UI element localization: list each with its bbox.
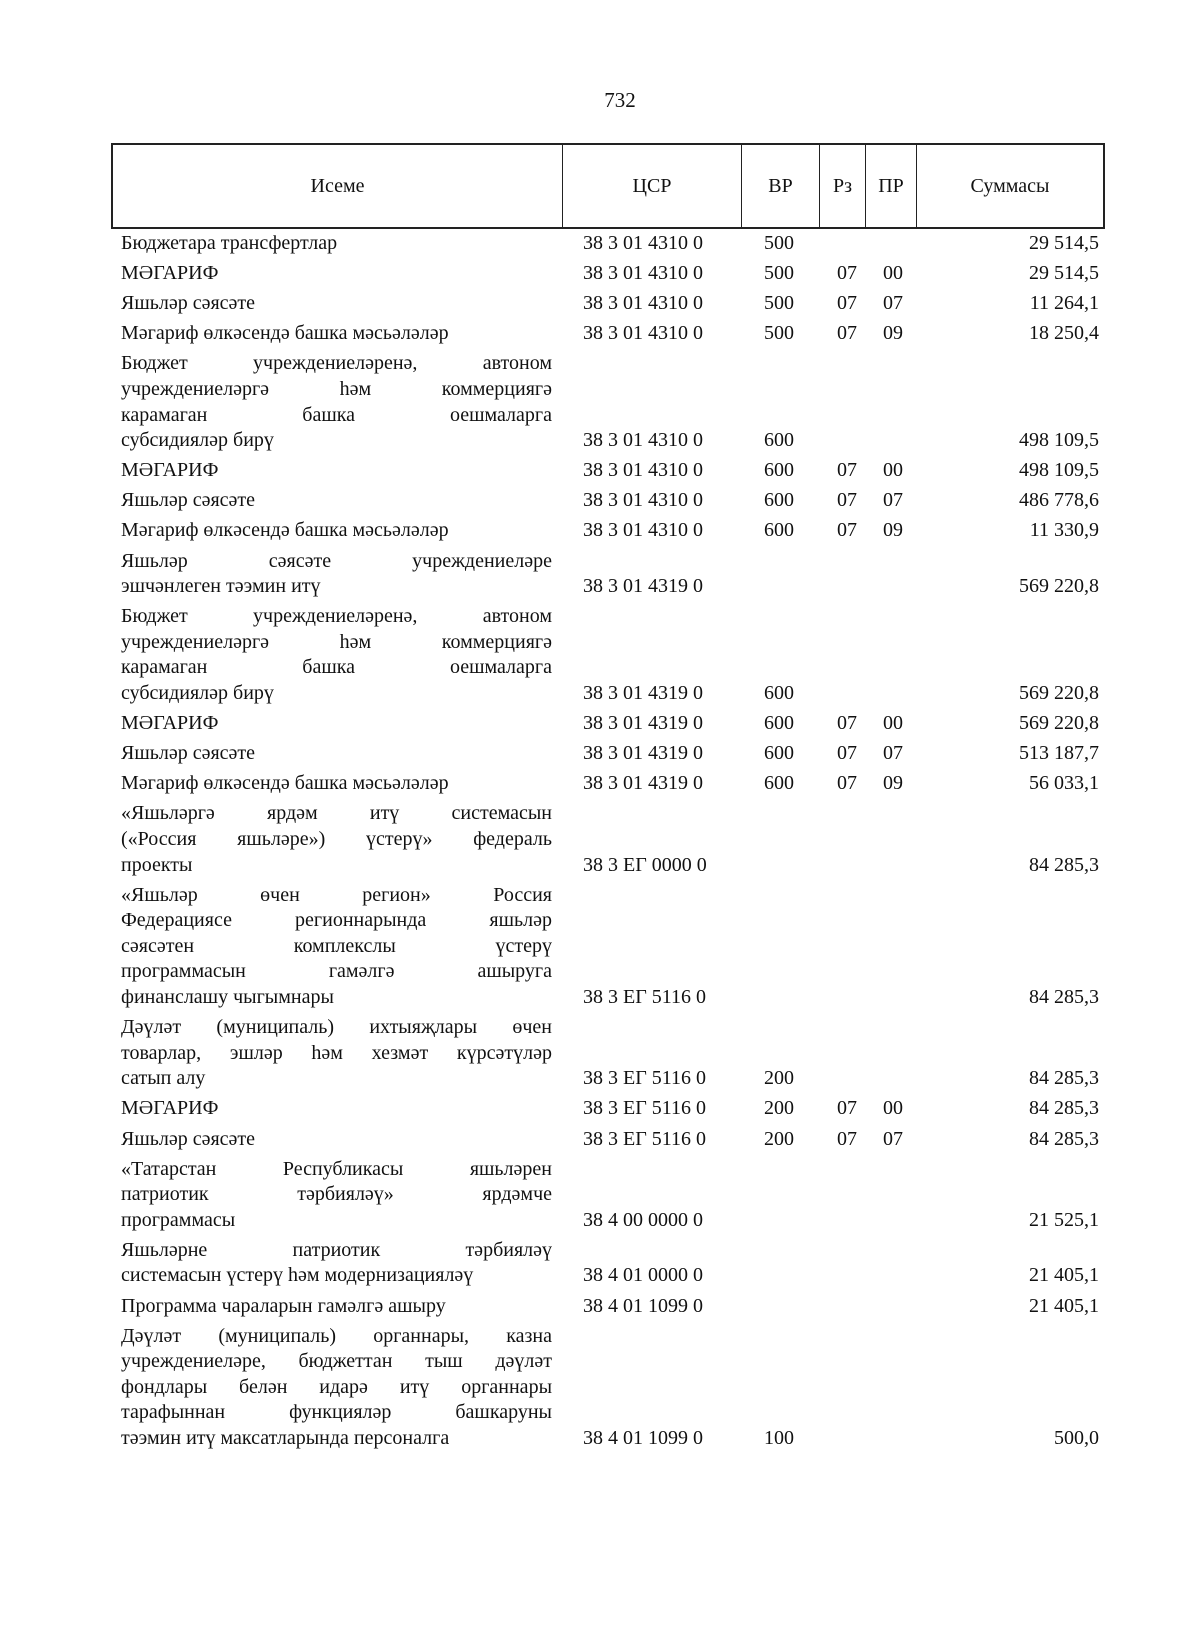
row-vr: 200 — [764, 1127, 794, 1150]
row-sum: 569 220,8 — [1019, 682, 1099, 704]
row-name — [121, 1157, 552, 1234]
row-sum: 11 330,9 — [1029, 519, 1099, 542]
row-csr: 38 3 ЕГ 5116 0 — [583, 1127, 707, 1150]
row-sum: 29 514,5 — [1029, 262, 1099, 285]
row-name-line: учреждениеләргә һәм коммерциягә — [121, 630, 552, 653]
row-name-line: сәясәтен комплекслы үстерү — [121, 934, 552, 957]
row-name — [121, 1324, 552, 1452]
row-name-line: эшчәнлеген тәэмин итү — [121, 575, 321, 598]
row-vr: 500 — [764, 262, 794, 285]
table-header — [111, 143, 1105, 229]
row-sum: 486 778,6 — [1019, 489, 1099, 512]
row-csr: 38 3 01 4319 0 — [583, 575, 703, 598]
row-vr: 600 — [764, 712, 794, 735]
row-name — [121, 1127, 552, 1153]
row-vr: 600 — [764, 772, 794, 795]
row-vr: 200 — [764, 1097, 794, 1120]
row-name-line: Яшьләр сәясәте — [121, 489, 256, 512]
row-csr: 38 3 ЕГ 0000 0 — [583, 853, 707, 876]
table-row — [121, 771, 1099, 797]
table-row — [121, 711, 1099, 737]
row-csr: 38 4 01 0000 0 — [583, 1264, 703, 1287]
row-vr: 200 — [764, 1067, 794, 1090]
row-sum: 569 220,8 — [1019, 575, 1099, 598]
row-name-line: финанслашу чыгымнары — [121, 986, 334, 1009]
row-sum: 84 285,3 — [1029, 1067, 1099, 1090]
table-row — [121, 1157, 1099, 1234]
header-pr: ПР — [866, 145, 917, 227]
row-rz: 07 — [837, 459, 857, 482]
row-name — [121, 291, 552, 317]
row-pr: 00 — [883, 262, 903, 285]
row-pr: 07 — [883, 1127, 903, 1150]
row-name-line: программасын гамәлгә ашыруга — [121, 960, 552, 983]
header-name: Исеме — [113, 145, 563, 227]
row-name-line: Бюджет учреждениеләренә, автоном — [121, 605, 552, 628]
row-csr: 38 3 01 4310 0 — [583, 322, 703, 345]
row-rz: 07 — [837, 772, 857, 795]
table-row — [121, 291, 1099, 317]
row-csr: 38 3 01 4310 0 — [583, 292, 703, 315]
row-rz: 07 — [837, 1097, 857, 1120]
table-row — [121, 518, 1099, 544]
row-rz: 07 — [837, 489, 857, 512]
row-csr: 38 4 01 1099 0 — [583, 1427, 703, 1450]
row-sum: 500,0 — [1054, 1427, 1099, 1450]
row-vr: 600 — [764, 519, 794, 542]
row-rz: 07 — [837, 712, 857, 735]
table-body — [121, 231, 1099, 1456]
row-pr: 07 — [883, 742, 903, 765]
row-pr: 09 — [883, 322, 903, 345]
row-name-line: Яшьләрне патриотик тәрбияләү — [121, 1238, 552, 1261]
table-row — [121, 488, 1099, 514]
row-name-line: Дәүләт (муниципаль) ихтыяҗлары өчен — [121, 1016, 552, 1039]
row-name — [121, 518, 552, 544]
row-name-line: «Яшьләргә ярдәм итү системасын — [121, 802, 552, 825]
row-name — [121, 231, 552, 257]
row-vr: 600 — [764, 742, 794, 765]
row-name-line: Яшьләр сәясәте — [121, 292, 256, 315]
row-name-line: проекты — [121, 853, 193, 876]
table-row — [121, 1324, 1099, 1452]
row-pr: 09 — [883, 519, 903, 542]
row-name — [121, 549, 552, 600]
row-name — [121, 741, 552, 767]
row-sum: 29 514,5 — [1029, 232, 1099, 254]
table-row — [121, 1127, 1099, 1153]
table-row — [121, 458, 1099, 484]
table-row — [121, 351, 1099, 453]
row-name-line: Бюджетара трансфертлар — [121, 232, 338, 254]
row-vr: 500 — [764, 232, 794, 254]
row-name-line: МӘГАРИФ — [121, 459, 219, 482]
header-csr: ЦСР — [563, 145, 742, 227]
row-name-line: Яшьләр сәясәте — [121, 1127, 256, 1150]
row-name-line: («Россия яшьләре») үстерү» федераль — [121, 827, 552, 850]
row-name-line: «Яшьләр өчен регион» Россия — [121, 883, 552, 906]
row-name-line: Дәүләт (муниципаль) органнары, казна — [121, 1324, 552, 1347]
row-name-line: МӘГАРИФ — [121, 712, 219, 735]
row-csr: 38 3 01 4310 0 — [583, 429, 703, 452]
table-row — [121, 604, 1099, 706]
row-name — [121, 883, 552, 1011]
row-name — [121, 488, 552, 514]
row-name — [121, 351, 552, 453]
row-csr: 38 3 01 4310 0 — [583, 262, 703, 285]
row-name-line: Бюджет учреждениеләренә, автоном — [121, 352, 552, 375]
row-rz: 07 — [837, 262, 857, 285]
table-row — [121, 231, 1099, 257]
row-sum: 84 285,3 — [1029, 986, 1099, 1009]
row-csr: 38 3 01 4319 0 — [583, 712, 703, 735]
row-name-line: Яшьләр сәясәте — [121, 742, 256, 765]
table-row — [121, 1238, 1099, 1289]
row-name-line: сатып алу — [121, 1067, 206, 1090]
row-csr: 38 3 01 4310 0 — [583, 489, 703, 512]
row-name — [121, 1238, 552, 1289]
row-name — [121, 458, 552, 484]
row-vr: 600 — [764, 459, 794, 482]
row-name-line: субсидияләр бирү — [121, 429, 274, 452]
row-vr: 600 — [764, 489, 794, 512]
row-csr: 38 3 01 4319 0 — [583, 772, 703, 795]
row-pr: 00 — [883, 459, 903, 482]
row-name — [121, 261, 552, 287]
row-rz: 07 — [837, 1127, 857, 1150]
row-csr: 38 3 01 4319 0 — [583, 682, 703, 704]
row-name — [121, 771, 552, 797]
table-row — [121, 741, 1099, 767]
row-vr: 500 — [764, 292, 794, 315]
row-pr: 07 — [883, 489, 903, 512]
row-name-line: карамаган башка оешмаларга — [121, 656, 552, 679]
header-vr: ВР — [742, 145, 820, 227]
row-name-line: субсидияләр бирү — [121, 682, 274, 704]
row-name-line: тәэмин итү максатларында персоналга — [121, 1427, 450, 1450]
row-name-line: «Татарстан Республикасы яшьләрен — [121, 1157, 552, 1180]
row-sum: 569 220,8 — [1019, 712, 1099, 735]
row-sum: 84 285,3 — [1029, 1097, 1099, 1120]
table-row — [121, 1294, 1099, 1320]
row-name-line: системасын үстерү һәм модернизацияләү — [121, 1264, 474, 1287]
row-pr: 07 — [883, 292, 903, 315]
row-sum: 84 285,3 — [1029, 853, 1099, 876]
row-rz: 07 — [837, 742, 857, 765]
row-csr: 38 3 01 4319 0 — [583, 742, 703, 765]
table-row — [121, 549, 1099, 600]
row-rz: 07 — [837, 322, 857, 345]
row-csr: 38 3 01 4310 0 — [583, 232, 703, 254]
row-name — [121, 1096, 552, 1122]
header-sum: Суммасы — [970, 174, 1050, 197]
row-name-line: фондлары белән идарә итү органнары — [121, 1375, 552, 1398]
row-csr: 38 3 ЕГ 5116 0 — [583, 1097, 707, 1120]
row-vr: 500 — [764, 322, 794, 345]
row-name-line: Мәгариф өлкәсендә башка мәсьәләләр — [121, 519, 449, 542]
row-name-line: Программа чараларын гамәлгә ашыру — [121, 1294, 446, 1317]
row-rz: 07 — [837, 292, 857, 315]
page-number: 732 — [604, 88, 636, 112]
row-name-line: Мәгариф өлкәсендә башка мәсьәләләр — [121, 772, 449, 795]
row-sum: 21 525,1 — [1029, 1208, 1099, 1231]
row-vr: 600 — [764, 429, 794, 452]
row-vr: 100 — [764, 1427, 794, 1450]
row-name-line: карамаган башка оешмаларга — [121, 403, 552, 426]
row-name-line: МӘГАРИФ — [121, 1097, 219, 1120]
row-sum: 498 109,5 — [1019, 429, 1099, 452]
table-row — [121, 883, 1099, 1011]
row-name-line: Яшьләр сәясәте учреждениеләре — [121, 549, 552, 572]
row-name-line: патриотик тәрбияләү» ярдәмче — [121, 1183, 552, 1206]
row-sum: 513 187,7 — [1019, 742, 1099, 765]
row-name-line: Мәгариф өлкәсендә башка мәсьәләләр — [121, 322, 449, 345]
row-csr: 38 4 00 0000 0 — [583, 1208, 703, 1231]
row-name — [121, 604, 552, 706]
row-rz: 07 — [837, 519, 857, 542]
table-row — [121, 1096, 1099, 1122]
row-csr: 38 3 01 4310 0 — [583, 459, 703, 482]
row-name-line: программасы — [121, 1208, 236, 1231]
table-row — [121, 1015, 1099, 1092]
row-csr: 38 4 01 1099 0 — [583, 1294, 703, 1317]
row-pr: 09 — [883, 772, 903, 795]
row-sum: 84 285,3 — [1029, 1127, 1099, 1150]
row-pr: 00 — [883, 1097, 903, 1120]
row-csr: 38 3 01 4310 0 — [583, 519, 703, 542]
table-row — [121, 801, 1099, 878]
row-sum: 498 109,5 — [1019, 459, 1099, 482]
row-name-line: МӘГАРИФ — [121, 262, 219, 285]
row-name — [121, 801, 552, 878]
header-rz: Рз — [820, 145, 866, 227]
row-pr: 00 — [883, 712, 903, 735]
row-name-line: учреждениеләре, бюджеттан тыш дәүләт — [121, 1350, 552, 1373]
table-row — [121, 321, 1099, 347]
row-name — [121, 1015, 552, 1092]
row-sum: 21 405,1 — [1029, 1294, 1099, 1317]
row-sum: 11 264,1 — [1029, 292, 1099, 315]
row-name-line: тарафыннан функцияләр башкаруны — [121, 1401, 552, 1424]
row-vr: 600 — [764, 682, 794, 704]
row-name-line: учреждениеләргә һәм коммерциягә — [121, 377, 552, 400]
row-sum: 18 250,4 — [1029, 322, 1099, 345]
table-row — [121, 261, 1099, 287]
row-name — [121, 1294, 552, 1320]
row-name — [121, 711, 552, 737]
row-name — [121, 321, 552, 347]
row-csr: 38 3 ЕГ 5116 0 — [583, 1067, 707, 1090]
row-sum: 56 033,1 — [1029, 772, 1099, 795]
row-name-line: Федерациясе регионнарында яшьләр — [121, 909, 552, 932]
row-name-line: товарлар, эшләр һәм хезмәт күрсәтүләр — [121, 1041, 552, 1064]
row-sum: 21 405,1 — [1029, 1264, 1099, 1287]
row-csr: 38 3 ЕГ 5116 0 — [583, 986, 707, 1009]
